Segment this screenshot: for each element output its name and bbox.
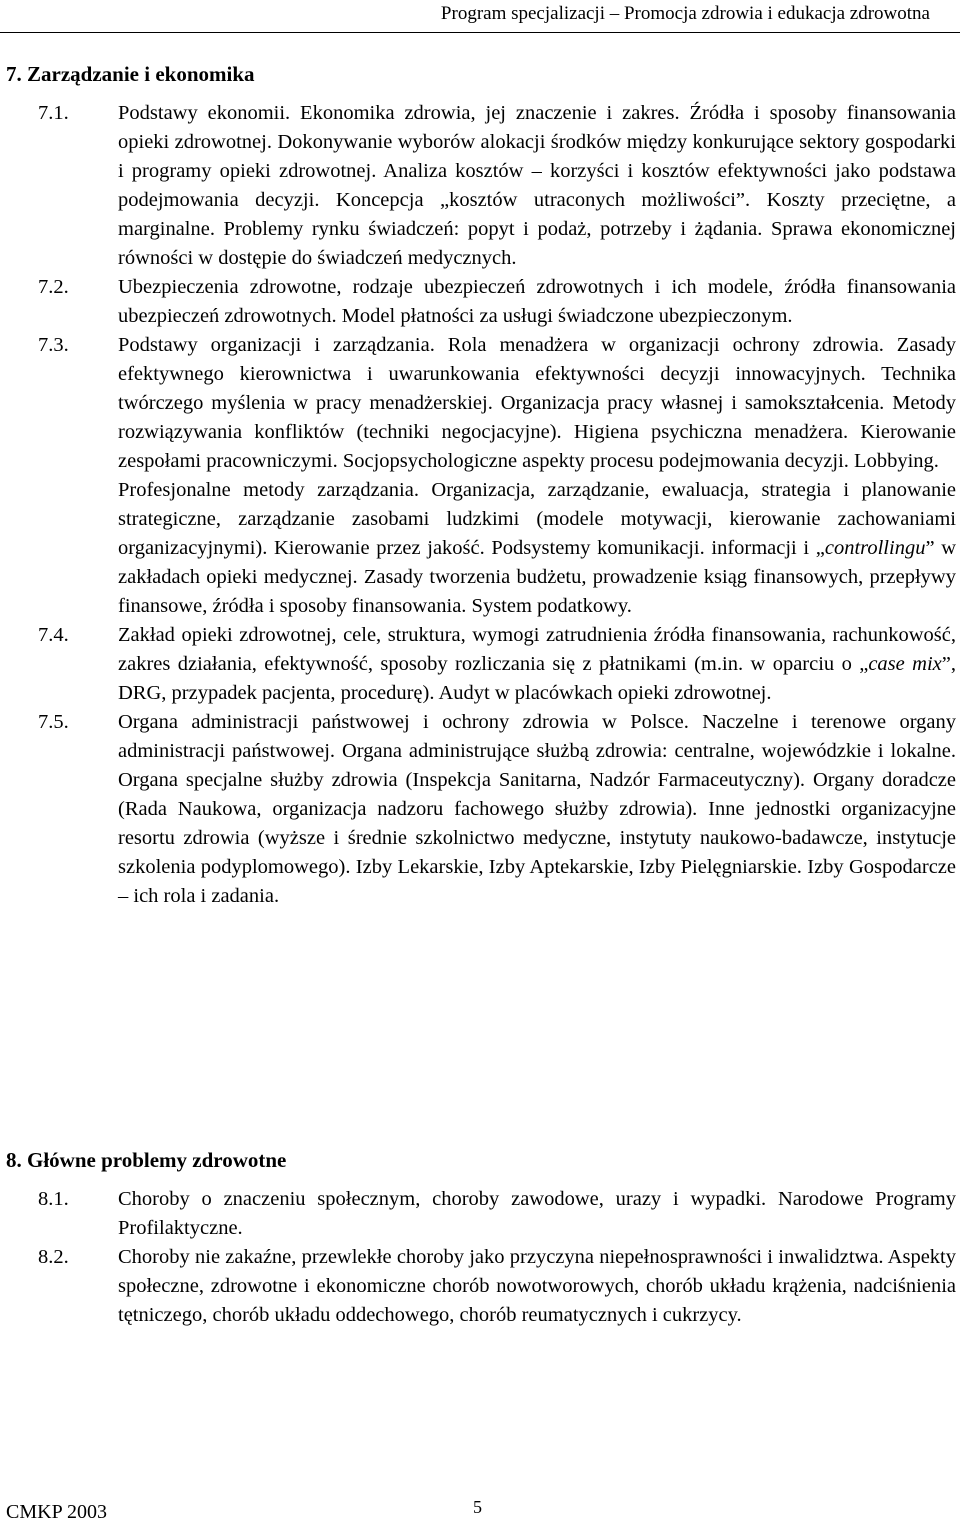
list-item-7-4 — [38, 621, 956, 708]
section-7-items — [38, 99, 956, 911]
section-8-items — [38, 1185, 956, 1330]
list-item-7-5 — [38, 708, 956, 911]
italic-term: controllingu — [824, 537, 926, 559]
list-item-7-3 — [38, 331, 956, 621]
item-text: Choroby nie zakaźne, przewlekłe choroby jako przyczyna niepełnosprawności i inwalidztwa. Aspekty społeczne, zdrowotne i ekonomiczne chorób nowotworowych, chorób układu krążenia, nadciśnienia tętniczego, chorób układu oddechowego, chorób reumatycznych i cukrzycy. — [118, 1246, 956, 1326]
list-item-8-2 — [38, 1243, 956, 1330]
text-part: Zakład opieki zdrowotnej, cele, struktura, wymogi zatrudnienia źródła finansowania, rachunkowość, zakres działania, efektywność, sposoby rozliczania się z płatnikami (m.in. w oparciu o „ — [118, 624, 956, 675]
item-text: Podstawy ekonomii. Ekonomika zdrowia, jej znaczenie i zakres. Źródła i sposoby finansowania opieki zdrowotnej. Dokonywanie wyborów alokacji środków między konkurujące sektory gospodarki i programy opieki zdrowotnej. Analiza kosztów – korzyści i kosztów efektywności jako podstawa podejmowania decyzji. Koncepcja „kosztów utraconych możliwości”. Koszty przeciętne, a marginalne. Problemy rynku świadczeń: popyt i podaż, potrzeby i żądania. Sprawa ekonomicznej równości w dostępie do świadczeń medycznych. — [118, 102, 956, 269]
footer-publisher: CMKP 2003 — [6, 1501, 107, 1523]
section-7-title: 7. Zarządzanie i ekonomika — [6, 62, 255, 86]
item-text-continued — [118, 476, 956, 621]
item-text: Choroby o znaczeniu społecznym, choroby zawodowe, urazy i wypadki. Narodowe Programy Profilaktyczne. — [118, 1188, 956, 1239]
text-part: ” w zakładach opieki medycznej. Zasady tworzenia budżetu, prowadzenie ksiąg finansowych, przepływy finansowe, źródła i sposoby finansowania. System podatkowy. — [118, 537, 956, 617]
italic-term: case mix — [868, 653, 942, 675]
item-text: Ubezpieczenia zdrowotne, rodzaje ubezpieczeń zdrowotnych i ich modele, źródła finansowania ubezpieczeń zdrowotnych. Model płatności za usługi świadczone ubezpieczonym. — [118, 276, 956, 327]
text-part: Profesjonalne metody zarządzania. Organizacja, zarządzanie, ewaluacja, strategia i planowanie strategiczne, zarządzanie zasobami ludzkimi (modele motywacji, kierowanie zachowaniami organizacyjnymi). Kierowanie przez jakość. Podsystemy komunikacji. informacji i „ — [118, 479, 956, 559]
list-item-7-2 — [38, 273, 956, 331]
page-number: 5 — [473, 1497, 482, 1517]
item-text: Organa administracji państwowej i ochrony zdrowia w Polsce. Naczelne i terenowe organy administracji państwowej. Organa administrujące służbą zdrowia: centralne, wojewódzkie i lokalne. Organa specjalne służby zdrowia (Inspekcja Sanitarna, Nadzór Farmaceutyczny). Organy doradcze (Rada Naukowa, organizacja nadzoru fachowego służby zdrowia). Inne jednostki organizacyjne resortu zdrowia (wyższe i średnie szkolnictwo medyczne, instytuty naukowo-badawcze, instytucje szkolenia podyplomowego). Izby Lekarskie, Izby Aptekarskie, Izby Pielęgniarskie. Izby Gospodarcze – ich rola i zadania. — [118, 711, 956, 907]
item-number: 7.1. — [38, 102, 69, 124]
item-number: 7.2. — [38, 276, 69, 298]
item-text — [118, 621, 956, 708]
item-number: 8.2. — [38, 1246, 69, 1268]
text-part: ”, DRG, przypadek pacjenta, procedurę). Audyt w placówkach opieki zdrowotnej. — [118, 653, 956, 704]
list-item-7-1 — [38, 99, 956, 273]
item-number: 7.4. — [38, 624, 69, 646]
item-number: 8.1. — [38, 1188, 69, 1210]
item-number: 7.5. — [38, 711, 69, 733]
section-8-title: 8. Główne problemy zdrowotne — [6, 1148, 287, 1172]
header-rule — [0, 32, 960, 33]
list-item-8-1 — [38, 1185, 956, 1243]
running-header: Program specjalizacji – Promocja zdrowia i edukacja zdrowotna — [440, 3, 930, 24]
item-number: 7.3. — [38, 334, 69, 356]
item-text: Podstawy organizacji i zarządzania. Rola menadżera w organizacji ochrony zdrowia. Zasady efektywnego kierownictwa i uwarunkowania efektywności decyzji innowacyjnych. Technika twórczego myślenia w pracy menadżerskiej. Organizacja pracy własnej i samokształcenia. Metody rozwiązywania konfliktów (techniki negocjacyjne). Higiena psychiczna menadżera. Kierowanie zespołami pracowniczymi. Socjopsychologiczne aspekty procesu podejmowania decyzji. Lobbying. — [118, 334, 956, 472]
